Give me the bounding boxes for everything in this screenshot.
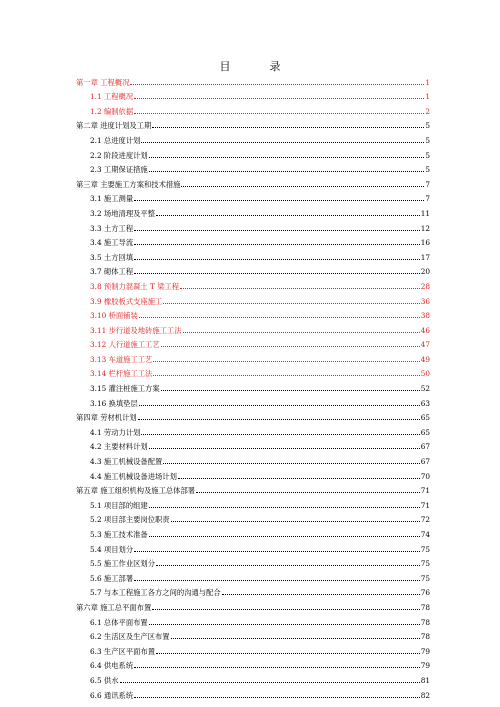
toc-entry-title: 3.14 栏杆施工工法 [90, 369, 153, 379]
toc-dot-leader [183, 331, 420, 333]
toc-entry-title: 5.3 施工技术准备 [90, 530, 148, 539]
toc-entry-title: 3.12 人行道施工工艺 [90, 340, 160, 350]
toc-page-number: 72 [420, 515, 430, 525]
toc-chapter-entry[interactable] [76, 408, 430, 423]
toc-page-number: 71 [420, 500, 430, 510]
toc-section-entry[interactable] [76, 524, 430, 539]
toc-section-entry[interactable] [76, 495, 430, 510]
toc-entry-title: 第四章 劳材机计划 [76, 413, 137, 423]
toc-entry-title: 5.1 项目部的组建 [90, 500, 148, 510]
toc-page-number: 63 [420, 398, 430, 408]
toc-entry-title: 第六章 施工总平面布置 [76, 602, 152, 612]
toc-chapter-entry[interactable] [76, 116, 430, 131]
toc-page-number: 50 [420, 369, 430, 379]
toc-section-entry[interactable] [76, 203, 430, 218]
toc-section-entry[interactable] [76, 262, 430, 277]
toc-page-number: 5 [425, 150, 430, 160]
toc-dot-leader [134, 112, 424, 114]
toc-dot-leader [134, 272, 420, 274]
toc-page-number: 75 [420, 559, 430, 569]
toc-page-number: 70 [420, 471, 430, 481]
toc-entry-title: 3.4 施工导流 [90, 238, 134, 248]
toc-entry-title: 6.6 通讯系统 [90, 690, 134, 700]
toc-dot-leader [156, 214, 420, 216]
toc-chapter-entry[interactable] [76, 481, 430, 496]
toc-section-entry[interactable] [76, 189, 430, 204]
toc-page-number: 79 [420, 661, 430, 671]
toc-entry-title: 6.2 生活区及生产区布置 [90, 632, 170, 642]
toc-dot-leader [156, 652, 420, 654]
toc-page-number: 67 [420, 457, 430, 467]
toc-page-number: 67 [420, 442, 430, 452]
toc-entry-title: 3.13 车道施工工艺 [90, 354, 153, 364]
toc-section-entry[interactable] [76, 349, 430, 364]
table-of-contents [76, 72, 430, 700]
toc-dot-leader [120, 681, 420, 683]
toc-entry-title: 1.2 编制依据 [90, 106, 134, 116]
toc-dot-leader [134, 550, 420, 552]
toc-section-entry[interactable] [76, 437, 430, 452]
toc-entry-title: 5.2 项目部主要岗位职责 [90, 515, 170, 525]
toc-section-entry[interactable] [76, 160, 430, 175]
toc-entry-title: 3.11 步行道及地砖施工工法 [90, 325, 182, 335]
toc-dot-leader [134, 199, 424, 201]
toc-entry-title: 2.1 总进度计划 [90, 135, 141, 145]
toc-dot-leader [149, 623, 420, 625]
toc-page-number: 5 [425, 135, 430, 145]
toc-entry-title: 4.2 主要材料计划 [90, 442, 148, 452]
toc-section-entry[interactable] [76, 539, 430, 554]
toc-section-entry[interactable] [76, 554, 430, 569]
toc-dot-leader [156, 564, 420, 566]
toc-dot-leader [130, 83, 424, 85]
toc-page-number: 17 [420, 252, 430, 262]
toc-page-number: 7 [425, 179, 430, 189]
toc-entry-title: 3.2 场地清理及平整 [90, 208, 156, 218]
toc-page-number: 65 [420, 413, 430, 423]
toc-entry-title: 3.15 灌注桩施工方案 [90, 384, 160, 394]
toc-section-entry[interactable] [76, 101, 430, 116]
toc-entry-title: 1.1 工程概况 [90, 92, 134, 102]
toc-section-entry[interactable] [76, 510, 430, 525]
toc-dot-leader [163, 462, 419, 464]
toc-entry-title: 4.4 施工机械设备进场计划 [90, 471, 177, 481]
toc-page-number: 20 [420, 267, 430, 277]
toc-dot-leader [134, 696, 420, 698]
toc-section-entry[interactable] [76, 87, 430, 102]
toc-entry-title: 5.4 项目划分 [90, 544, 134, 554]
toc-dot-leader [141, 141, 424, 143]
toc-chapter-entry[interactable] [76, 597, 430, 612]
toc-dot-leader [181, 185, 424, 187]
toc-section-entry[interactable] [76, 335, 430, 350]
toc-dot-leader [161, 345, 420, 347]
toc-entry-title: 第一章 工程概况 [76, 77, 130, 87]
toc-section-entry[interactable] [76, 145, 430, 160]
toc-page-number: 78 [420, 632, 430, 642]
toc-section-entry[interactable] [76, 685, 430, 700]
toc-dot-leader [163, 302, 419, 304]
toc-page-number: 52 [420, 384, 430, 394]
toc-dot-leader [139, 316, 420, 318]
toc-section-entry[interactable] [76, 233, 430, 248]
toc-dot-leader [149, 535, 420, 537]
toc-entry-title: 4.1 劳动力计划 [90, 427, 141, 437]
toc-dot-leader [134, 243, 420, 245]
toc-entry-title: 6.5 供水 [90, 675, 119, 685]
toc-section-entry[interactable] [76, 364, 430, 379]
toc-page-number: 47 [420, 340, 430, 350]
toc-section-entry[interactable] [76, 612, 430, 627]
toc-page-number: 81 [420, 675, 430, 685]
toc-dot-leader [180, 287, 420, 289]
toc-entry-title: 6.3 生产区平面布置 [90, 646, 156, 656]
toc-dot-leader [139, 404, 420, 406]
toc-entry-title: 4.3 施工机械设备配置 [90, 457, 163, 467]
toc-entry-title: 6.1 总体平面布置 [90, 617, 148, 627]
toc-entry-title: 3.7 砌体工程 [90, 267, 134, 277]
toc-section-entry[interactable] [76, 393, 430, 408]
toc-entry-title: 第五章 施工组织机构及施工总体部署 [76, 486, 196, 496]
toc-page-number: 2 [425, 106, 430, 116]
toc-section-entry[interactable] [76, 378, 430, 393]
toc-dot-leader [153, 374, 419, 376]
toc-chapter-entry[interactable] [76, 174, 430, 189]
toc-dot-leader [134, 258, 420, 260]
toc-page-number: 78 [420, 617, 430, 627]
toc-section-entry[interactable] [76, 568, 430, 583]
toc-page-number: 5 [425, 165, 430, 175]
toc-section-entry[interactable] [76, 422, 430, 437]
toc-page-number: 11 [420, 208, 430, 218]
toc-page-number: 71 [420, 486, 430, 496]
toc-page-number: 7 [425, 194, 430, 204]
toc-section-entry[interactable] [76, 306, 430, 321]
toc-entry-title: 5.6 施工部署 [90, 573, 134, 583]
toc-entry-title: 3.5 土方回填 [90, 252, 134, 262]
toc-page-number: 76 [420, 588, 430, 598]
toc-page-number: 16 [420, 238, 430, 248]
toc-page-number: 78 [420, 602, 430, 612]
toc-section-entry[interactable] [76, 276, 430, 291]
toc-dot-leader [149, 506, 420, 508]
toc-page-number: 74 [420, 530, 430, 539]
toc-dot-leader [178, 477, 420, 479]
toc-section-entry[interactable] [76, 670, 430, 685]
toc-title: 目 录 [219, 60, 295, 73]
toc-dot-leader [134, 666, 420, 668]
toc-entry-title: 3.9 橡胶板式支座施工 [90, 296, 163, 306]
toc-section-entry[interactable] [76, 641, 430, 656]
toc-entry-title: 3.1 施工测量 [90, 194, 134, 204]
toc-page-number: 79 [420, 646, 430, 656]
toc-section-entry[interactable] [76, 466, 430, 481]
toc-entry-title: 6.4 供电系统 [90, 661, 134, 671]
toc-dot-leader [171, 637, 420, 639]
toc-page-number: 28 [420, 281, 430, 291]
toc-page-number: 49 [420, 354, 430, 364]
toc-page-number: 82 [420, 690, 430, 700]
toc-section-entry[interactable] [76, 130, 430, 145]
toc-section-entry[interactable] [76, 320, 430, 335]
toc-dot-leader [149, 156, 425, 158]
toc-section-entry[interactable] [76, 583, 430, 598]
toc-dot-leader [134, 229, 420, 231]
toc-entry-title: 第三章 主要施工方案和技术措施 [76, 179, 181, 189]
toc-dot-leader [134, 579, 420, 581]
toc-dot-leader [222, 593, 420, 595]
toc-dot-leader [196, 491, 420, 493]
toc-page-number: 5 [425, 121, 430, 131]
toc-page-number: 38 [420, 311, 430, 321]
toc-dot-leader [152, 126, 424, 128]
toc-entry-title: 3.10 桥面铺装 [90, 311, 138, 321]
toc-chapter-entry[interactable] [76, 72, 430, 87]
toc-dot-leader [141, 433, 419, 435]
toc-section-entry[interactable] [76, 627, 430, 642]
toc-entry-title: 5.7 与本工程施工各方之间的沟通与配合 [90, 588, 221, 598]
toc-page-number: 46 [420, 325, 430, 335]
toc-page-number: 12 [420, 223, 430, 233]
toc-dot-leader [134, 97, 424, 99]
toc-dot-leader [152, 608, 419, 610]
toc-dot-leader [149, 170, 425, 172]
toc-entry-title: 3.8 预制力混凝土 T 梁工程 [90, 281, 180, 291]
toc-section-entry[interactable] [76, 451, 430, 466]
toc-dot-leader [171, 520, 420, 522]
toc-section-entry[interactable] [76, 291, 430, 306]
toc-section-entry[interactable] [76, 656, 430, 671]
toc-entry-title: 5.5 施工作业区划分 [90, 559, 156, 569]
toc-page-number: 75 [420, 573, 430, 583]
toc-dot-leader [153, 360, 419, 362]
toc-dot-leader [161, 389, 420, 391]
toc-entry-title: 第二章 进度计划及工期 [76, 121, 152, 131]
toc-section-entry[interactable] [76, 247, 430, 262]
toc-entry-title: 2.3 工期保证措施 [90, 165, 148, 175]
toc-page-number: 75 [420, 544, 430, 554]
toc-dot-leader [138, 418, 420, 420]
toc-dot-leader [149, 447, 420, 449]
toc-section-entry[interactable] [76, 218, 430, 233]
toc-entry-title: 3.3 土方工程 [90, 223, 134, 233]
toc-page-number: 36 [420, 296, 430, 306]
toc-entry-title: 3.16 换填垫层 [90, 398, 138, 408]
toc-entry-title: 2.2 阶段进度计划 [90, 150, 148, 160]
toc-page-number: 65 [420, 427, 430, 437]
toc-page-number: 1 [425, 77, 430, 87]
toc-page-number: 1 [425, 92, 430, 102]
